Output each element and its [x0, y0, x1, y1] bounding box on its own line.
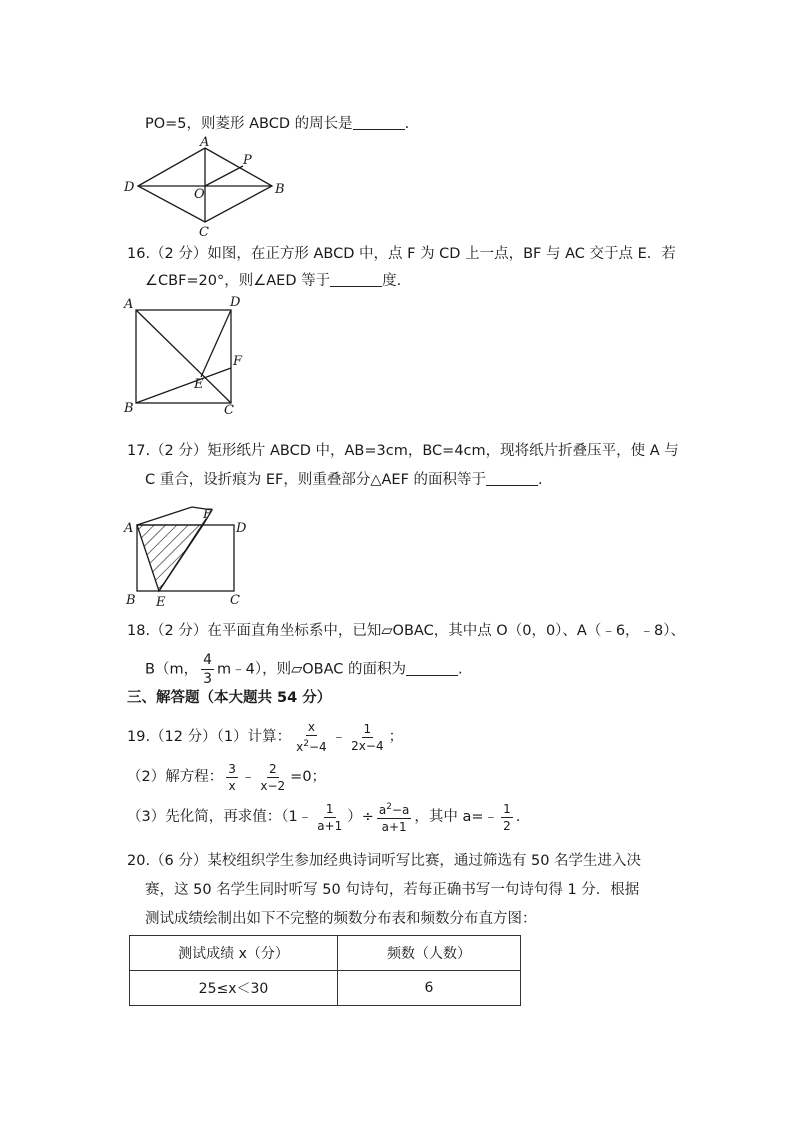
q16-label-b: B [124, 401, 134, 416]
q17-label-a: A [124, 521, 134, 536]
q19-p1-end: ； [388, 729, 404, 745]
frequency-table [129, 935, 521, 1006]
q17-line1: 17.（2 分）矩形纸片 ABCD 中，AB=3cm，BC=4cm，现将纸片折叠压平，使 A 与 [127, 443, 679, 459]
q19-p1-f1-den-base: x [296, 740, 304, 754]
q15-label-b: B [275, 182, 285, 197]
q19-part2 [127, 760, 326, 794]
q20-line1: 20.（6 分）某校组织学生参加经典诗词听写比赛，通过筛选有 50 名学生进入决 [127, 853, 642, 869]
q19-p1-f1-den [294, 736, 329, 754]
q19-p3-f2-num [377, 800, 412, 819]
q19-p2-end: =0； [290, 769, 327, 785]
q18-frac-den: 3 [203, 671, 212, 687]
q15-stem: PO=5，则菱形 ABCD 的周长是 [145, 116, 353, 132]
q19-part3-pre: （3）先化简，再求值：（1﹣ [127, 809, 313, 825]
q17-label-b: B [126, 593, 136, 608]
folded-flap [137, 507, 212, 525]
table-row [130, 971, 521, 1006]
triangle-aef-shaded [137, 525, 203, 591]
q19-p3-f1-num: 1 [325, 801, 334, 816]
q19-p3-mid: ）÷ [347, 809, 374, 825]
q18-fraction [201, 652, 214, 687]
table-cell-range: 25≤x＜30 [130, 971, 338, 1006]
q15-label-p: P [243, 153, 252, 168]
q19-p1-f1-den-rest: −4 [308, 740, 327, 754]
q16-line1: 16.（2 分）如图，在正方形 ABCD 中，点 F 为 CD 上一点，BF 与 AC 交于点 E．若 [127, 246, 676, 262]
table-header-score: 测试成绩 x（分） [130, 936, 338, 971]
q17-line2-pre: C 重合，设折痕为 EF，则重叠部分△AEF 的面积等于 [145, 472, 487, 488]
q15-label-a: A [200, 135, 210, 150]
table-header-frequency: 频数（人数） [338, 936, 521, 971]
q20-line2: 赛，这 50 名学生同时听写 50 句诗句，若每正确书写一句诗句得 1 分．根据 [145, 882, 640, 898]
q18-line2 [145, 652, 463, 687]
q19-p3-f3-den: 2 [503, 818, 511, 833]
q19-p3-f1-den: a+1 [317, 818, 343, 833]
q16-label-e: E [194, 377, 204, 392]
q19-p2-f1-num: 3 [228, 761, 236, 776]
q19-p1-f1-den-exp: 2 [303, 739, 309, 749]
q18-line2-mid: m﹣4），则▱OBAC 的面积为 [217, 661, 407, 678]
q19-p1-f2-num: 1 [363, 721, 372, 736]
q18-frac-num: 4 [203, 652, 212, 668]
q19-p2-f2-num: 2 [268, 761, 277, 776]
q18-line2-pre: B（m， [145, 661, 199, 678]
q19-part3 [127, 800, 520, 834]
table-cell-count: 6 [338, 971, 521, 1006]
q19-p1-op: ﹣ [331, 729, 347, 745]
q20-line3: 测试成绩绘制出如下不完整的频数分布表和频数分布直方图： [145, 911, 537, 927]
q19-part2-pre: （2）解方程： [127, 769, 224, 785]
q18-answer-blank [406, 661, 458, 676]
q19-p1-f2-den: 2x−4 [351, 738, 384, 753]
q19-p3-frac1 [315, 802, 344, 833]
q17-label-e: E [156, 595, 166, 610]
q19-p2-frac1 [226, 762, 238, 793]
q19-p2-op: ﹣ [240, 769, 256, 785]
q16-line2-post: 度. [382, 273, 402, 289]
q19-p1-frac2 [349, 722, 385, 753]
q19-p3-end: . [515, 809, 521, 825]
q19-p1-f1-num: x [307, 720, 315, 734]
q15-end: . [404, 116, 410, 132]
q19-part1-pre: 19.（12 分）（1）计算： [127, 729, 292, 745]
q19-p3-frac3 [501, 802, 513, 833]
q19-p3-cond: ，其中 a=﹣ [414, 809, 499, 825]
q19-p3-frac2 [377, 800, 412, 834]
q19-p2-f1-den: x [228, 778, 236, 793]
q16-label-f: F [233, 354, 243, 369]
q19-p2-frac2 [258, 762, 287, 793]
q17-label-f: F [203, 507, 213, 522]
q19-p3-f2-num-rest: −a [392, 803, 410, 817]
q16-line2-pre: ∠CBF=20°，则∠AED 等于 [145, 273, 331, 289]
q15-label-o: O [194, 187, 205, 202]
q19-p3-f2-den: a+1 [381, 820, 407, 834]
q19-p3-f3-num: 1 [503, 801, 511, 816]
q19-p2-f2-den: x−2 [260, 778, 286, 793]
section3-title: 三、解答题（本大题共 54 分） [127, 690, 332, 706]
q15-label-d: D [124, 180, 135, 195]
q16-label-c: C [224, 403, 234, 418]
q17-line2-post: . [538, 472, 543, 488]
q19-p1-frac1 [294, 720, 329, 754]
q18-line1: 18.（2 分）在平面直角坐标系中，已知▱OBAC，其中点 O（0，0）、A（﹣6，﹣8）、 [127, 623, 686, 639]
q17-label-c: C [230, 593, 240, 608]
q19-p3-f2-num-base: a [378, 803, 387, 817]
q18-line2-post: . [458, 661, 463, 678]
q19-p3-f2-num-exp: 2 [386, 802, 392, 812]
q17-label-d: D [236, 521, 247, 536]
q16-label-a: A [124, 297, 134, 312]
q15-label-c: C [199, 225, 209, 240]
q16-label-d: D [230, 295, 241, 310]
table-header-row [130, 936, 521, 971]
q19-part1 [127, 720, 403, 754]
